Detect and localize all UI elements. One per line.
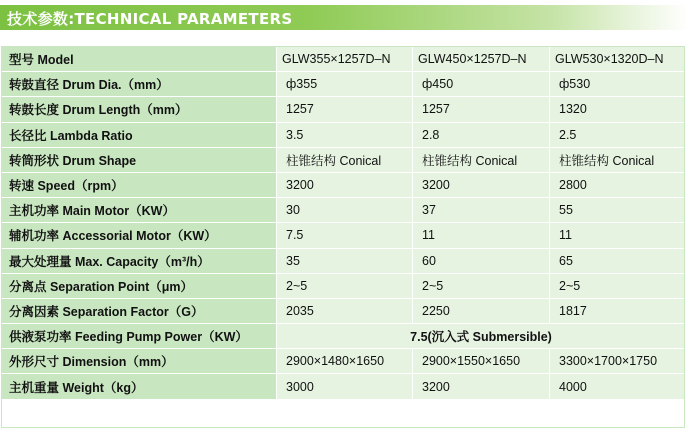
row-value: 3000	[277, 374, 413, 399]
table-row	[2, 223, 686, 248]
row-label: 分离因素 Separation Factor（G）	[2, 298, 277, 323]
row-value: 65	[550, 248, 686, 273]
row-value: 11	[550, 223, 686, 248]
row-value: 2~5	[413, 273, 550, 298]
model-label: 型号 Model	[2, 47, 277, 72]
row-label: 转鼓长度 Drum Length（mm）	[2, 97, 277, 122]
row-value: 2.8	[413, 122, 550, 147]
section-title: 技术参数:TECHNICAL PARAMETERS	[7, 10, 293, 28]
row-value: 3.5	[277, 122, 413, 147]
row-value: 2800	[550, 172, 686, 197]
row-value: 35	[277, 248, 413, 273]
model-header-3: GLW530×1320D–N	[550, 47, 686, 72]
table-row	[2, 122, 686, 147]
table-row	[2, 198, 686, 223]
table-row	[2, 298, 686, 323]
row-label: 转筒形状 Drum Shape	[2, 147, 277, 172]
technical-parameters-table	[1, 46, 686, 400]
row-label: 供液泵功率 Feeding Pump Power（KW）	[2, 324, 277, 349]
table-row	[2, 97, 686, 122]
model-header-1: GLW355×1257D–N	[277, 47, 413, 72]
row-label: 主机重量 Weight（kg）	[2, 374, 277, 399]
table-row	[2, 374, 686, 399]
row-label: 分离点 Separation Point（μm）	[2, 273, 277, 298]
row-value: 4000	[550, 374, 686, 399]
row-value: 3200	[277, 172, 413, 197]
row-value: 11	[413, 223, 550, 248]
row-value: 1257	[413, 97, 550, 122]
row-value: ф355	[277, 72, 413, 97]
row-value: 2250	[413, 298, 550, 323]
row-value: 30	[277, 198, 413, 223]
table-row	[2, 324, 686, 349]
section-banner	[0, 5, 688, 30]
feeding-pump-value: 7.5(沉入式 Submersible)	[277, 324, 686, 349]
row-label: 转速 Speed（rpm）	[2, 172, 277, 197]
table-row	[2, 72, 686, 97]
row-label: 辅机功率 Accessorial Motor（KW）	[2, 223, 277, 248]
row-label: 转鼓直径 Drum Dia.（mm）	[2, 72, 277, 97]
row-value: 2~5	[550, 273, 686, 298]
row-value: 37	[413, 198, 550, 223]
row-value: ф530	[550, 72, 686, 97]
row-value: ф450	[413, 72, 550, 97]
table-row	[2, 349, 686, 374]
table-row	[2, 248, 686, 273]
row-value: 7.5	[277, 223, 413, 248]
table-row	[2, 273, 686, 298]
table-header-row	[2, 47, 686, 72]
row-value: 2.5	[550, 122, 686, 147]
row-label: 外形尺寸 Dimension（mm）	[2, 349, 277, 374]
row-label: 最大处理量 Max. Capacity（m³/h）	[2, 248, 277, 273]
row-value: 55	[550, 198, 686, 223]
row-value: 3200	[413, 172, 550, 197]
table-row	[2, 147, 686, 172]
row-label: 长径比 Lambda Ratio	[2, 122, 277, 147]
row-value: 3300×1700×1750	[550, 349, 686, 374]
row-value: 1257	[277, 97, 413, 122]
row-value: 2035	[277, 298, 413, 323]
model-header-2: GLW450×1257D–N	[413, 47, 550, 72]
row-value: 2900×1550×1650	[413, 349, 550, 374]
table-row	[2, 172, 686, 197]
row-value: 2900×1480×1650	[277, 349, 413, 374]
row-value: 3200	[413, 374, 550, 399]
row-value: 柱锥结构 Conical	[277, 147, 413, 172]
row-value: 柱锥结构 Conical	[413, 147, 550, 172]
row-value: 柱锥结构 Conical	[550, 147, 686, 172]
row-value: 60	[413, 248, 550, 273]
row-value: 1320	[550, 97, 686, 122]
row-label: 主机功率 Main Motor（KW）	[2, 198, 277, 223]
row-value: 2~5	[277, 273, 413, 298]
row-value: 1817	[550, 298, 686, 323]
